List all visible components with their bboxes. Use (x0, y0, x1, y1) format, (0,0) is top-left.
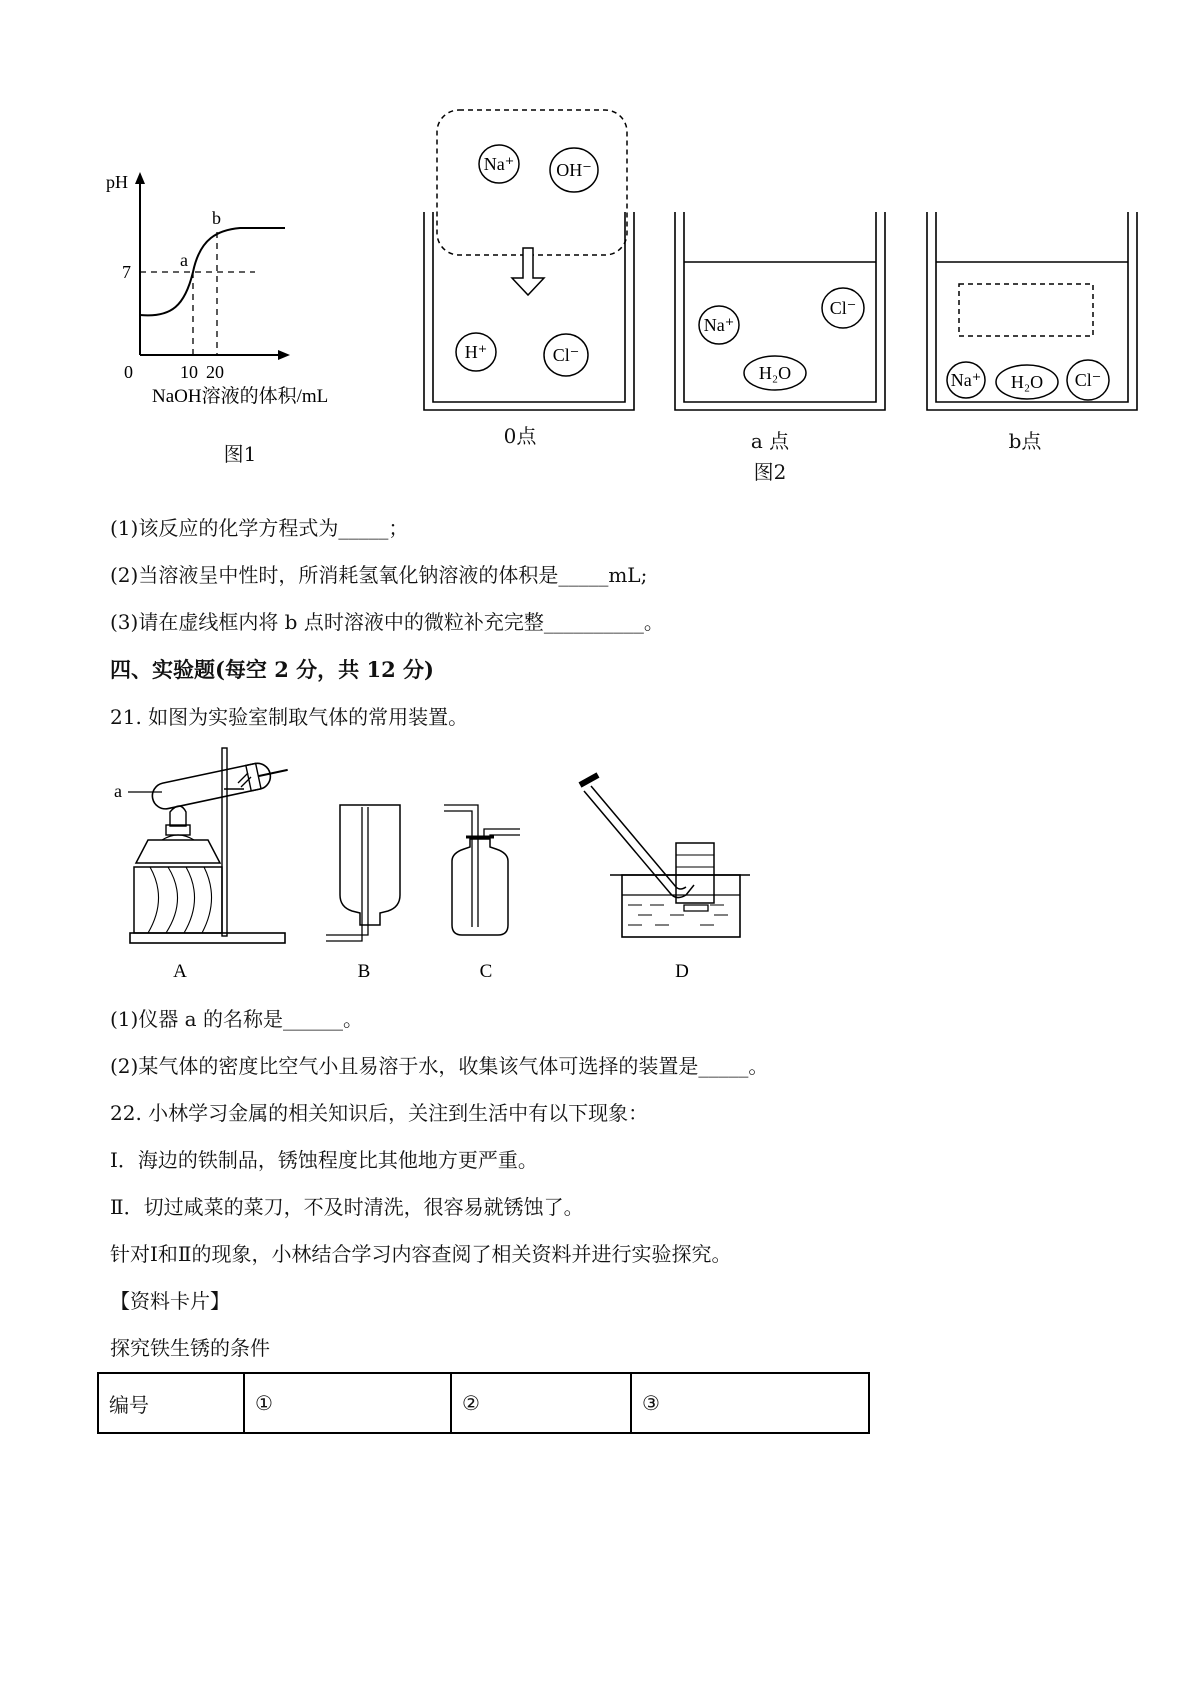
figure-2-caption: 图2 (753, 460, 787, 484)
drop-ion-na: Na⁺ (483, 154, 515, 174)
q22-phenomenon-1: Ⅰ．海边的铁制品，锈蚀程度比其他地方更严重。 (110, 1148, 538, 1172)
section-4-heading: 四、实验题(每空 2 分，共 12 分) (110, 657, 434, 682)
table-cell-2: ② (451, 1373, 631, 1433)
apparatus-label-a: A (173, 961, 187, 982)
point-b-label: b (212, 208, 221, 228)
q20-sub1: (1)该反应的化学方程式为_____； (110, 516, 409, 540)
apparatus-label-b: B (357, 961, 371, 982)
q22-phenomenon-2: Ⅱ．切过咸菜的菜刀，不及时清洗，很容易就锈蚀了。 (110, 1195, 584, 1219)
apparatus-label-d: D (675, 961, 689, 982)
q22-intro: 针对Ⅰ和Ⅱ的现象，小林结合学习内容查阅了相关资料并进行实验探究。 (110, 1242, 732, 1266)
test-tube-label-a: a (114, 781, 122, 801)
q21-sub2: (2)某气体的密度比空气小且易溶于水，收集该气体可选择的装置是_____。 (110, 1054, 769, 1078)
beaker-b-label: b点 (1008, 429, 1042, 453)
beaker-a-ion-na: Na⁺ (703, 315, 735, 335)
beaker-a-molecule-water: H₂O (758, 363, 792, 383)
q21-sub1: (1)仪器 a 的名称是______。 (110, 1007, 363, 1031)
experiment-subtitle: 探究铁生锈的条件 (110, 1336, 270, 1360)
table-row (98, 1373, 869, 1433)
experiment-table (97, 1372, 870, 1434)
y-tick-7: 7 (122, 262, 131, 282)
apparatus-label-c: C (479, 961, 493, 982)
q20-sub3: (3)请在虚线框内将 b 点时溶液中的微粒补充完整__________。 (110, 610, 664, 634)
table-cell-1: ① (244, 1373, 451, 1433)
beaker-a-label: a 点 (750, 429, 790, 453)
beaker0-ion-cl: Cl⁻ (552, 345, 580, 365)
y-axis-label: pH (106, 172, 128, 192)
beaker-0-label: 0点 (503, 424, 537, 448)
x-axis-label: NaOH溶液的体积/mL (152, 386, 329, 407)
drop-ion-oh: OH⁻ (556, 160, 592, 180)
beaker-a-ion-cl: Cl⁻ (829, 298, 857, 318)
beaker-b-ion-na: Na⁺ (950, 370, 982, 390)
beaker-b-ion-cl: Cl⁻ (1074, 370, 1102, 390)
x-tick-20: 20 (206, 362, 224, 382)
figure-lab-apparatus (110, 745, 770, 990)
beaker0-ion-h: H⁺ (464, 342, 488, 362)
table-cell-3: ③ (631, 1373, 869, 1433)
resource-card-heading: 【资料卡片】 (110, 1289, 230, 1313)
point-a-label: a (180, 250, 188, 270)
q21-stem: 21. 如图为实验室制取气体的常用装置。 (110, 705, 469, 729)
q20-sub2: (2)当溶液呈中性时，所消耗氢氧化钠溶液的体积是_____mL; (110, 563, 648, 587)
table-cell-id-header: 编号 (98, 1373, 244, 1433)
figure-2-beakers (420, 100, 1160, 430)
origin-label: 0 (124, 362, 133, 382)
beaker-b-molecule-water: H₂O (1010, 372, 1044, 392)
figure-1-caption: 图1 (223, 442, 257, 466)
q22-stem: 22. 小林学习金属的相关知识后，关注到生活中有以下现象： (110, 1101, 649, 1125)
figure-1-ph-curve (100, 160, 390, 410)
x-tick-10: 10 (180, 362, 198, 382)
